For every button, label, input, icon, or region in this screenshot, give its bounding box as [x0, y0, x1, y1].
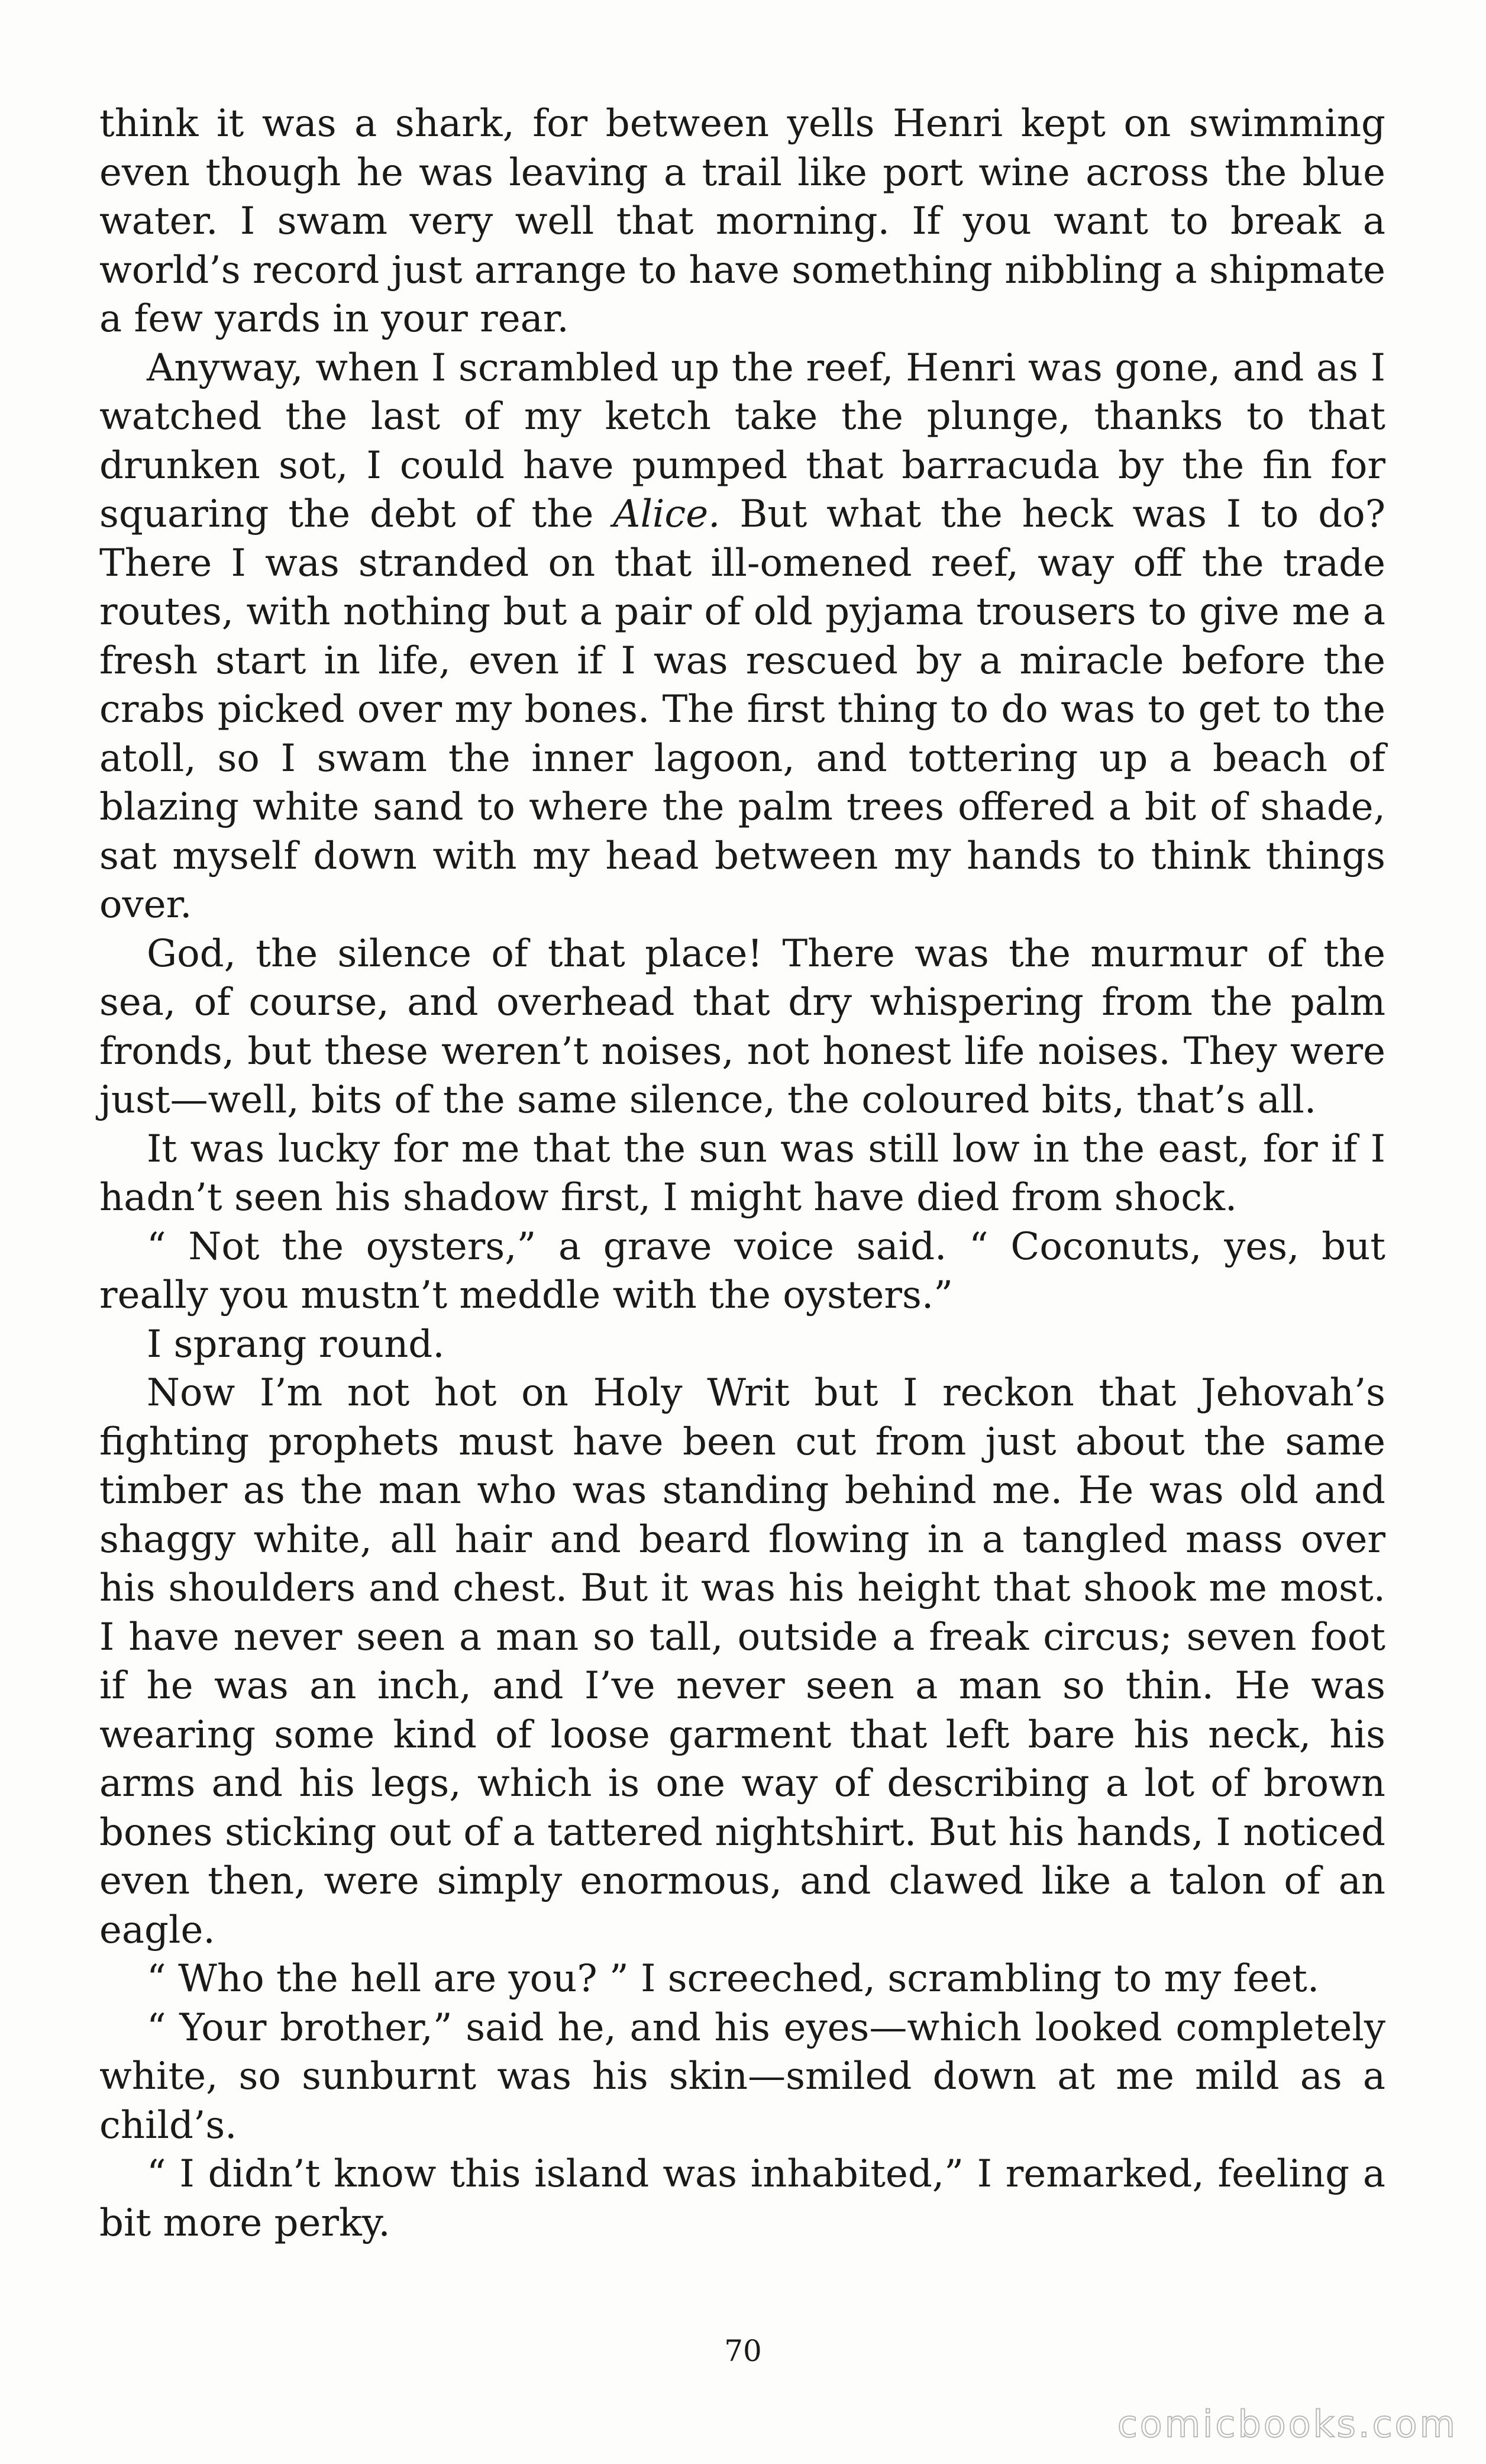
- page-number: 70: [724, 2334, 762, 2368]
- paragraph-8: “ Who the hell are you? ” I screeched, scrambling to my feet.: [147, 1957, 1320, 2001]
- paragraph-6: I sprang round.: [147, 1322, 445, 1366]
- paragraph-3: God, the silence of that place! There was the murmur of the sea, of course, and overhead that dry whispering from the palm fronds, but these weren’t noises, not honest life noises. They were just—well, bits of the same silence, the coloured bits, that’s all.: [99, 931, 1385, 1122]
- paragraph-2: [99, 344, 1385, 930]
- paragraph-9: “ Your brother,” said he, and his eyes—which looked completely white, so sunburnt was his skin—smiled down at me mild as a child’s.: [99, 2005, 1385, 2147]
- story-text: [99, 99, 1385, 2247]
- paragraph-7: Now I’m not hot on Holy Writ but I reckon that Jehovah’s fighting prophets must have been cut from just about the same timber as the man who was standing behind me. He was old and shaggy white, all hair and beard flowing in a tangled mass over his shoulders and chest. But it was his height that shook me most. I have never seen a man so tall, outside a freak circus; seven foot if he was an inch, and I’ve never seen a man so thin. He was wearing some kind of loose garment that left bare his neck, his arms and his legs, which is one way of describing a lot of brown bones sticking out of a tattered nightshirt. But his hands, I noticed even then, were simply enormous, and clawed like a talon of an eagle.: [99, 1371, 1385, 1952]
- paragraph-2-before: Anyway, when I scrambled up the reef, Henri was gone, and as I watched the last of my ketch take the plunge, thanks to that drunken sot, I could have pumped that barracuda by the fin for squaring the debt of the: [99, 346, 1385, 536]
- paragraph-2-after: But what the heck was I to do? There I was stranded on that ill-omened reef, way off the trade routes, with nothing but a pair of old pyjama trousers to give me a fresh start in life, even if I was rescued by a miracle before the crabs picked over my bones. The first thing to do was to get to the atoll, so I swam the inner lagoon, and tottering up a beach of blazing white sand to where the palm trees offered a bit of shade, sat myself down with my head between my hands to think things over.: [99, 492, 1386, 927]
- paragraph-1: think it was a shark, for between yells Henri kept on swimming even though he was leaving a trail like port wine across the blue water. I swam very well that morning. If you want to break a world’s record just arrange to have something nibbling a shipmate a few yards in your rear.: [99, 102, 1385, 341]
- ship-name-italic: Alice.: [613, 492, 721, 536]
- watermark: comicbooks.com: [1117, 2402, 1458, 2446]
- paragraph-5: “ Not the oysters,” a grave voice said. “ Coconuts, yes, but really you mustn’t meddle with the oysters.”: [99, 1224, 1385, 1317]
- paragraph-4: It was lucky for me that the sun was still low in the east, for if I hadn’t seen his shadow first, I might have died from shock.: [99, 1127, 1385, 1220]
- paragraph-10: “ I didn’t know this island was inhabited,” I remarked, feeling a bit more perky.: [99, 2152, 1385, 2245]
